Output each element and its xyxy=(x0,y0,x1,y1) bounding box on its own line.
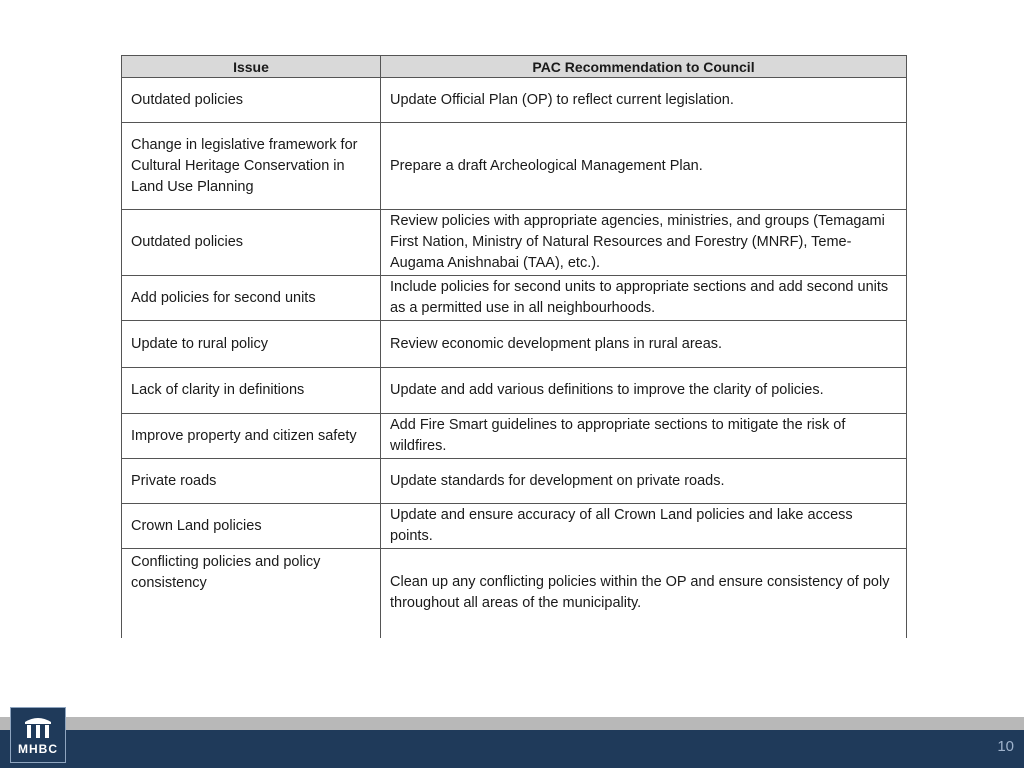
recommendation-cell: Prepare a draft Archeological Management Plan. xyxy=(381,123,907,210)
issue-cell: Outdated policies xyxy=(122,210,381,276)
header-issue: Issue xyxy=(122,56,381,78)
table-row xyxy=(122,504,907,549)
recommendation-cell: Review economic development plans in rural areas. xyxy=(381,321,907,368)
recommendation-cell: Add Fire Smart guidelines to appropriate sections to mitigate the risk of wildfires. xyxy=(381,414,907,459)
issue-cell: Conflicting policies and policy consistency xyxy=(122,549,381,638)
issue-cell: Crown Land policies xyxy=(122,504,381,549)
issue-cell: Lack of clarity in definitions xyxy=(122,368,381,414)
issue-cell: Add policies for second units xyxy=(122,276,381,321)
issue-cell: Change in legislative framework for Cultural Heritage Conservation in Land Use Planning xyxy=(122,123,381,210)
recommendation-cell: Clean up any conflicting policies within the OP and ensure consistency of poly throughout all areas of the municipality. xyxy=(381,549,907,638)
recommendation-cell: Include policies for second units to appropriate sections and add second units as a permitted use in all neighbourhoods. xyxy=(381,276,907,321)
table-row xyxy=(122,321,907,368)
table-row xyxy=(122,123,907,210)
table-row xyxy=(122,549,907,638)
logo-text: MHBC xyxy=(18,742,58,756)
table-row xyxy=(122,414,907,459)
table-row xyxy=(122,78,907,123)
issue-cell: Improve property and citizen safety xyxy=(122,414,381,459)
issue-cell: Update to rural policy xyxy=(122,321,381,368)
footer-gray-strip xyxy=(0,717,1024,730)
mhbc-logo xyxy=(10,707,66,763)
page-number: 10 xyxy=(997,738,1014,755)
issue-cell: Outdated policies xyxy=(122,78,381,123)
header-recommendation: PAC Recommendation to Council xyxy=(381,56,907,78)
recommendation-cell: Update and add various definitions to improve the clarity of policies. xyxy=(381,368,907,414)
recommendation-cell: Review policies with appropriate agencies, ministries, and groups (Temagami First Nation, Ministry of Natural Resources and Forestry (MNRF), Teme-Augama Anishnabai (TAA), etc.). xyxy=(381,210,907,276)
recommendation-cell: Update standards for development on private roads. xyxy=(381,459,907,504)
table-header-row xyxy=(122,56,907,78)
footer-band xyxy=(0,730,1024,768)
issue-cell: Private roads xyxy=(122,459,381,504)
recommendation-cell: Update Official Plan (OP) to reflect current legislation. xyxy=(381,78,907,123)
table-row xyxy=(122,210,907,276)
table-row xyxy=(122,276,907,321)
pac-recommendations-table xyxy=(121,55,907,638)
mhbc-columns-icon xyxy=(23,716,53,740)
recommendation-cell: Update and ensure accuracy of all Crown Land policies and lake access points. xyxy=(381,504,907,549)
table-row xyxy=(122,368,907,414)
table-row xyxy=(122,459,907,504)
